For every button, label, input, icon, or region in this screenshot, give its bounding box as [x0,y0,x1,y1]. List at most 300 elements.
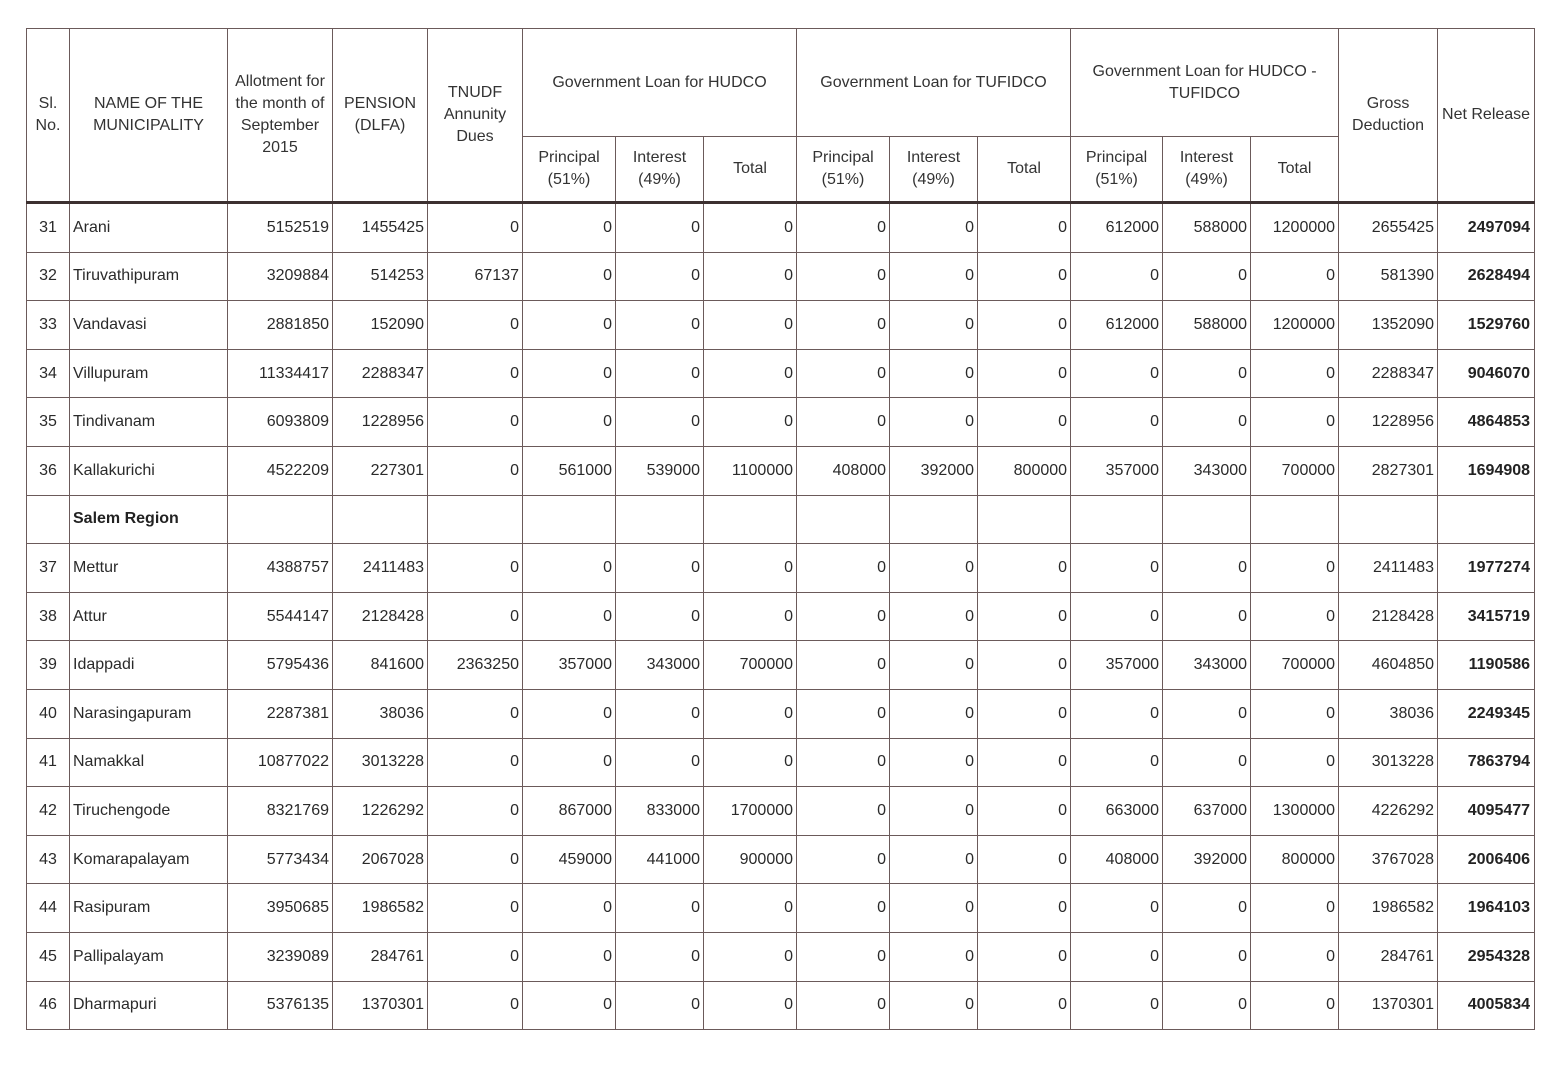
cell-hudco-interest: 0 [616,592,704,641]
empty-cell [704,495,797,544]
cell-net-release: 3415719 [1438,592,1535,641]
cell-gross-deduction: 2288347 [1339,349,1438,398]
cell-gross-deduction: 284761 [1339,932,1438,981]
cell-tufidco-principal: 0 [797,203,890,253]
cell-pension: 284761 [333,932,428,981]
cell-sl-no: 39 [27,641,70,690]
cell-ht-interest: 0 [1163,981,1251,1030]
cell-allotment: 6093809 [228,398,333,447]
table-row [27,446,1535,495]
cell-net-release: 2954328 [1438,932,1535,981]
cell-hudco-total: 0 [704,398,797,447]
cell-ht-interest: 0 [1163,884,1251,933]
cell-tufidco-principal: 0 [797,932,890,981]
cell-tnudf: 0 [428,835,523,884]
cell-allotment: 5376135 [228,981,333,1030]
cell-hudco-total: 1700000 [704,787,797,836]
cell-hudco-principal: 0 [523,884,616,933]
table-row [27,738,1535,787]
cell-sl-no: 36 [27,446,70,495]
cell-tnudf: 0 [428,932,523,981]
cell-tufidco-interest: 0 [890,301,978,350]
empty-cell [1251,495,1339,544]
cell-tufidco-interest: 0 [890,349,978,398]
cell-tufidco-interest: 0 [890,738,978,787]
cell-ht-principal: 0 [1071,398,1163,447]
cell-municipality: Attur [70,592,228,641]
group-header-hudco-tufidco: Government Loan for HUDCO - TUFIDCO [1071,29,1339,137]
cell-ht-total: 0 [1251,884,1339,933]
cell-gross-deduction: 3013228 [1339,738,1438,787]
cell-tufidco-total: 0 [978,738,1071,787]
cell-allotment: 5152519 [228,203,333,253]
cell-tufidco-interest: 0 [890,544,978,593]
cell-sl-no: 43 [27,835,70,884]
cell-tufidco-total: 800000 [978,446,1071,495]
empty-cell [333,495,428,544]
group-header-tufidco: Government Loan for TUFIDCO [797,29,1071,137]
cell-ht-principal: 357000 [1071,641,1163,690]
cell-allotment: 11334417 [228,349,333,398]
col-header-tnudf: TNUDF Annunity Dues [428,29,523,203]
cell-tufidco-total: 0 [978,252,1071,301]
cell-sl-no: 31 [27,203,70,253]
cell-tufidco-interest: 392000 [890,446,978,495]
cell-ht-interest: 588000 [1163,301,1251,350]
cell-municipality: Dharmapuri [70,981,228,1030]
cell-hudco-total: 0 [704,252,797,301]
cell-pension: 514253 [333,252,428,301]
cell-ht-interest: 0 [1163,252,1251,301]
cell-allotment: 4388757 [228,544,333,593]
cell-ht-principal: 357000 [1071,446,1163,495]
cell-hudco-principal: 0 [523,203,616,253]
cell-ht-total: 0 [1251,544,1339,593]
cell-sl-no: 34 [27,349,70,398]
cell-ht-total: 0 [1251,981,1339,1030]
cell-sl-no: 41 [27,738,70,787]
table-row [27,932,1535,981]
cell-allotment: 8321769 [228,787,333,836]
cell-allotment: 5773434 [228,835,333,884]
region-row [27,495,1535,544]
col-header-allotment: Allotment for the month of September 2015 [228,29,333,203]
subheader-tufidco-principal: Principal (51%) [797,137,890,203]
cell-municipality: Vandavasi [70,301,228,350]
cell-tufidco-principal: 0 [797,835,890,884]
cell-ht-principal: 0 [1071,884,1163,933]
cell-tufidco-total: 0 [978,884,1071,933]
subheader-tufidco-interest: Interest (49%) [890,137,978,203]
empty-cell [1163,495,1251,544]
cell-tufidco-principal: 0 [797,738,890,787]
table-body [27,203,1535,1030]
cell-pension: 1226292 [333,787,428,836]
cell-hudco-interest: 0 [616,932,704,981]
table-row [27,592,1535,641]
cell-tufidco-principal: 0 [797,787,890,836]
cell-net-release: 2006406 [1438,835,1535,884]
empty-cell [978,495,1071,544]
cell-allotment: 3209884 [228,252,333,301]
cell-ht-principal: 408000 [1071,835,1163,884]
cell-ht-interest: 637000 [1163,787,1251,836]
cell-ht-interest: 0 [1163,592,1251,641]
cell-hudco-interest: 0 [616,398,704,447]
cell-net-release: 1529760 [1438,301,1535,350]
cell-sl-no: 38 [27,592,70,641]
table-row [27,349,1535,398]
cell-tufidco-interest: 0 [890,884,978,933]
cell-tufidco-principal: 0 [797,544,890,593]
subheader-hudco-principal: Principal (51%) [523,137,616,203]
cell-tnudf: 0 [428,884,523,933]
cell-hudco-principal: 0 [523,398,616,447]
subheader-ht-principal: Principal (51%) [1071,137,1163,203]
cell-hudco-interest: 441000 [616,835,704,884]
table-row [27,884,1535,933]
cell-allotment: 2287381 [228,689,333,738]
cell-tufidco-total: 0 [978,349,1071,398]
cell-ht-interest: 0 [1163,738,1251,787]
cell-hudco-principal: 0 [523,349,616,398]
cell-net-release: 1964103 [1438,884,1535,933]
table-row [27,203,1535,253]
cell-municipality: Mettur [70,544,228,593]
empty-cell [523,495,616,544]
cell-tufidco-principal: 0 [797,252,890,301]
col-header-sl-no: Sl. No. [27,29,70,203]
cell-pension: 1228956 [333,398,428,447]
subheader-hudco-interest: Interest (49%) [616,137,704,203]
table-row [27,398,1535,447]
cell-hudco-interest: 0 [616,301,704,350]
cell-municipality: Rasipuram [70,884,228,933]
cell-municipality: Arani [70,203,228,253]
cell-municipality: Tiruchengode [70,787,228,836]
empty-cell [797,495,890,544]
cell-tufidco-principal: 0 [797,884,890,933]
cell-tufidco-total: 0 [978,787,1071,836]
cell-gross-deduction: 2128428 [1339,592,1438,641]
region-label: Salem Region [70,495,228,544]
cell-ht-principal: 0 [1071,544,1163,593]
cell-tufidco-total: 0 [978,301,1071,350]
cell-sl-no: 46 [27,981,70,1030]
cell-tufidco-total: 0 [978,981,1071,1030]
cell-hudco-principal: 0 [523,252,616,301]
cell-sl-no: 40 [27,689,70,738]
cell-municipality: Komarapalayam [70,835,228,884]
cell-tnudf: 0 [428,349,523,398]
cell-ht-interest: 0 [1163,544,1251,593]
cell-tnudf: 67137 [428,252,523,301]
cell-net-release: 4005834 [1438,981,1535,1030]
cell-net-release: 1190586 [1438,641,1535,690]
cell-hudco-principal: 357000 [523,641,616,690]
cell-ht-total: 0 [1251,592,1339,641]
cell-hudco-interest: 343000 [616,641,704,690]
cell-net-release: 2628494 [1438,252,1535,301]
cell-tufidco-total: 0 [978,592,1071,641]
cell-hudco-total: 1100000 [704,446,797,495]
cell-hudco-principal: 0 [523,544,616,593]
cell-hudco-interest: 0 [616,738,704,787]
cell-net-release: 7863794 [1438,738,1535,787]
cell-municipality: Idappadi [70,641,228,690]
cell-ht-interest: 0 [1163,932,1251,981]
table-row [27,689,1535,738]
cell-sl-no: 45 [27,932,70,981]
cell-tufidco-principal: 0 [797,689,890,738]
table-row [27,252,1535,301]
cell-gross-deduction: 2827301 [1339,446,1438,495]
cell-ht-total: 700000 [1251,641,1339,690]
cell-ht-interest: 0 [1163,349,1251,398]
cell-ht-total: 0 [1251,738,1339,787]
table-row [27,835,1535,884]
cell-net-release: 1694908 [1438,446,1535,495]
cell-tnudf: 0 [428,446,523,495]
cell-ht-total: 0 [1251,689,1339,738]
table-row [27,641,1535,690]
table-header [27,29,1535,203]
cell-sl-no: 32 [27,252,70,301]
cell-tufidco-total: 0 [978,398,1071,447]
cell-tufidco-interest: 0 [890,835,978,884]
cell-hudco-principal: 0 [523,689,616,738]
cell-hudco-interest: 0 [616,349,704,398]
empty-cell [1339,495,1438,544]
cell-ht-total: 800000 [1251,835,1339,884]
cell-pension: 2411483 [333,544,428,593]
cell-gross-deduction: 1370301 [1339,981,1438,1030]
cell-ht-total: 1200000 [1251,301,1339,350]
cell-tufidco-total: 0 [978,203,1071,253]
col-header-municipality: NAME OF THE MUNICIPALITY [70,29,228,203]
cell-hudco-total: 0 [704,203,797,253]
cell-pension: 2128428 [333,592,428,641]
cell-pension: 2067028 [333,835,428,884]
cell-tufidco-interest: 0 [890,398,978,447]
cell-hudco-principal: 0 [523,981,616,1030]
cell-hudco-principal: 0 [523,592,616,641]
cell-tufidco-principal: 0 [797,349,890,398]
cell-pension: 152090 [333,301,428,350]
subheader-ht-total: Total [1251,137,1339,203]
empty-cell [428,495,523,544]
cell-ht-interest: 0 [1163,689,1251,738]
cell-municipality: Villupuram [70,349,228,398]
cell-hudco-total: 0 [704,738,797,787]
cell-hudco-total: 0 [704,592,797,641]
cell-allotment: 3239089 [228,932,333,981]
cell-net-release: 2497094 [1438,203,1535,253]
cell-gross-deduction: 2411483 [1339,544,1438,593]
table-row [27,981,1535,1030]
cell-allotment: 5795436 [228,641,333,690]
empty-cell [1438,495,1535,544]
cell-gross-deduction: 4604850 [1339,641,1438,690]
cell-tnudf: 0 [428,398,523,447]
cell-tufidco-principal: 0 [797,398,890,447]
cell-ht-principal: 0 [1071,689,1163,738]
cell-gross-deduction: 3767028 [1339,835,1438,884]
cell-hudco-interest: 539000 [616,446,704,495]
empty-cell [27,495,70,544]
cell-gross-deduction: 4226292 [1339,787,1438,836]
cell-tufidco-interest: 0 [890,787,978,836]
cell-tnudf: 0 [428,592,523,641]
cell-municipality: Tindivanam [70,398,228,447]
cell-tnudf: 2363250 [428,641,523,690]
cell-hudco-total: 0 [704,884,797,933]
cell-ht-total: 0 [1251,349,1339,398]
cell-ht-principal: 0 [1071,981,1163,1030]
cell-municipality: Namakkal [70,738,228,787]
cell-net-release: 4864853 [1438,398,1535,447]
cell-hudco-total: 0 [704,932,797,981]
cell-ht-total: 0 [1251,398,1339,447]
cell-allotment: 3950685 [228,884,333,933]
cell-hudco-principal: 561000 [523,446,616,495]
cell-hudco-total: 0 [704,981,797,1030]
cell-pension: 1370301 [333,981,428,1030]
cell-allotment: 4522209 [228,446,333,495]
cell-hudco-interest: 833000 [616,787,704,836]
cell-tufidco-principal: 0 [797,592,890,641]
cell-ht-principal: 0 [1071,349,1163,398]
cell-ht-total: 700000 [1251,446,1339,495]
cell-gross-deduction: 1986582 [1339,884,1438,933]
cell-tnudf: 0 [428,981,523,1030]
col-header-net-release: Net Release [1438,29,1535,203]
allotment-sheet [26,28,1534,1030]
table-row [27,301,1535,350]
col-header-gross-deduction: Gross Deduction [1339,29,1438,203]
cell-hudco-interest: 0 [616,203,704,253]
cell-allotment: 2881850 [228,301,333,350]
cell-tufidco-interest: 0 [890,981,978,1030]
cell-tufidco-total: 0 [978,835,1071,884]
cell-gross-deduction: 581390 [1339,252,1438,301]
cell-tufidco-principal: 0 [797,981,890,1030]
cell-ht-principal: 0 [1071,252,1163,301]
cell-municipality: Tiruvathipuram [70,252,228,301]
cell-tnudf: 0 [428,301,523,350]
cell-tufidco-principal: 0 [797,301,890,350]
cell-municipality: Kallakurichi [70,446,228,495]
cell-hudco-principal: 0 [523,932,616,981]
cell-ht-principal: 0 [1071,592,1163,641]
cell-hudco-interest: 0 [616,981,704,1030]
cell-hudco-total: 0 [704,689,797,738]
cell-hudco-total: 0 [704,544,797,593]
cell-ht-principal: 612000 [1071,301,1163,350]
cell-gross-deduction: 1228956 [1339,398,1438,447]
cell-net-release: 1977274 [1438,544,1535,593]
group-header-hudco: Government Loan for HUDCO [523,29,797,137]
table-row [27,787,1535,836]
cell-municipality: Narasingapuram [70,689,228,738]
cell-pension: 2288347 [333,349,428,398]
cell-gross-deduction: 1352090 [1339,301,1438,350]
cell-tufidco-principal: 408000 [797,446,890,495]
cell-pension: 1455425 [333,203,428,253]
cell-tnudf: 0 [428,544,523,593]
cell-ht-total: 1300000 [1251,787,1339,836]
cell-ht-total: 1200000 [1251,203,1339,253]
cell-hudco-total: 700000 [704,641,797,690]
cell-hudco-interest: 0 [616,544,704,593]
cell-tufidco-total: 0 [978,932,1071,981]
cell-tufidco-interest: 0 [890,641,978,690]
cell-ht-interest: 588000 [1163,203,1251,253]
municipality-allotment-table [26,28,1535,1030]
cell-hudco-principal: 867000 [523,787,616,836]
subheader-ht-interest: Interest (49%) [1163,137,1251,203]
cell-ht-interest: 343000 [1163,641,1251,690]
cell-ht-interest: 343000 [1163,446,1251,495]
cell-pension: 3013228 [333,738,428,787]
cell-tufidco-total: 0 [978,544,1071,593]
cell-tnudf: 0 [428,738,523,787]
empty-cell [890,495,978,544]
cell-hudco-total: 0 [704,349,797,398]
cell-hudco-principal: 459000 [523,835,616,884]
cell-sl-no: 44 [27,884,70,933]
cell-hudco-interest: 0 [616,689,704,738]
cell-hudco-principal: 0 [523,738,616,787]
cell-gross-deduction: 38036 [1339,689,1438,738]
cell-gross-deduction: 2655425 [1339,203,1438,253]
cell-municipality: Pallipalayam [70,932,228,981]
cell-pension: 841600 [333,641,428,690]
cell-net-release: 9046070 [1438,349,1535,398]
table-row [27,544,1535,593]
subheader-tufidco-total: Total [978,137,1071,203]
cell-ht-total: 0 [1251,252,1339,301]
cell-sl-no: 42 [27,787,70,836]
cell-net-release: 4095477 [1438,787,1535,836]
cell-ht-principal: 0 [1071,738,1163,787]
empty-cell [616,495,704,544]
cell-hudco-interest: 0 [616,884,704,933]
cell-tnudf: 0 [428,203,523,253]
cell-pension: 38036 [333,689,428,738]
cell-hudco-total: 900000 [704,835,797,884]
cell-tnudf: 0 [428,689,523,738]
cell-sl-no: 33 [27,301,70,350]
cell-hudco-principal: 0 [523,301,616,350]
cell-pension: 1986582 [333,884,428,933]
cell-tufidco-interest: 0 [890,689,978,738]
cell-hudco-interest: 0 [616,252,704,301]
subheader-hudco-total: Total [704,137,797,203]
col-header-pension: PENSION (DLFA) [333,29,428,203]
cell-tufidco-total: 0 [978,689,1071,738]
cell-hudco-total: 0 [704,301,797,350]
cell-allotment: 10877022 [228,738,333,787]
cell-net-release: 2249345 [1438,689,1535,738]
cell-tufidco-principal: 0 [797,641,890,690]
cell-sl-no: 37 [27,544,70,593]
cell-tufidco-interest: 0 [890,252,978,301]
cell-tufidco-interest: 0 [890,592,978,641]
empty-cell [1071,495,1163,544]
cell-ht-principal: 612000 [1071,203,1163,253]
cell-ht-interest: 0 [1163,398,1251,447]
